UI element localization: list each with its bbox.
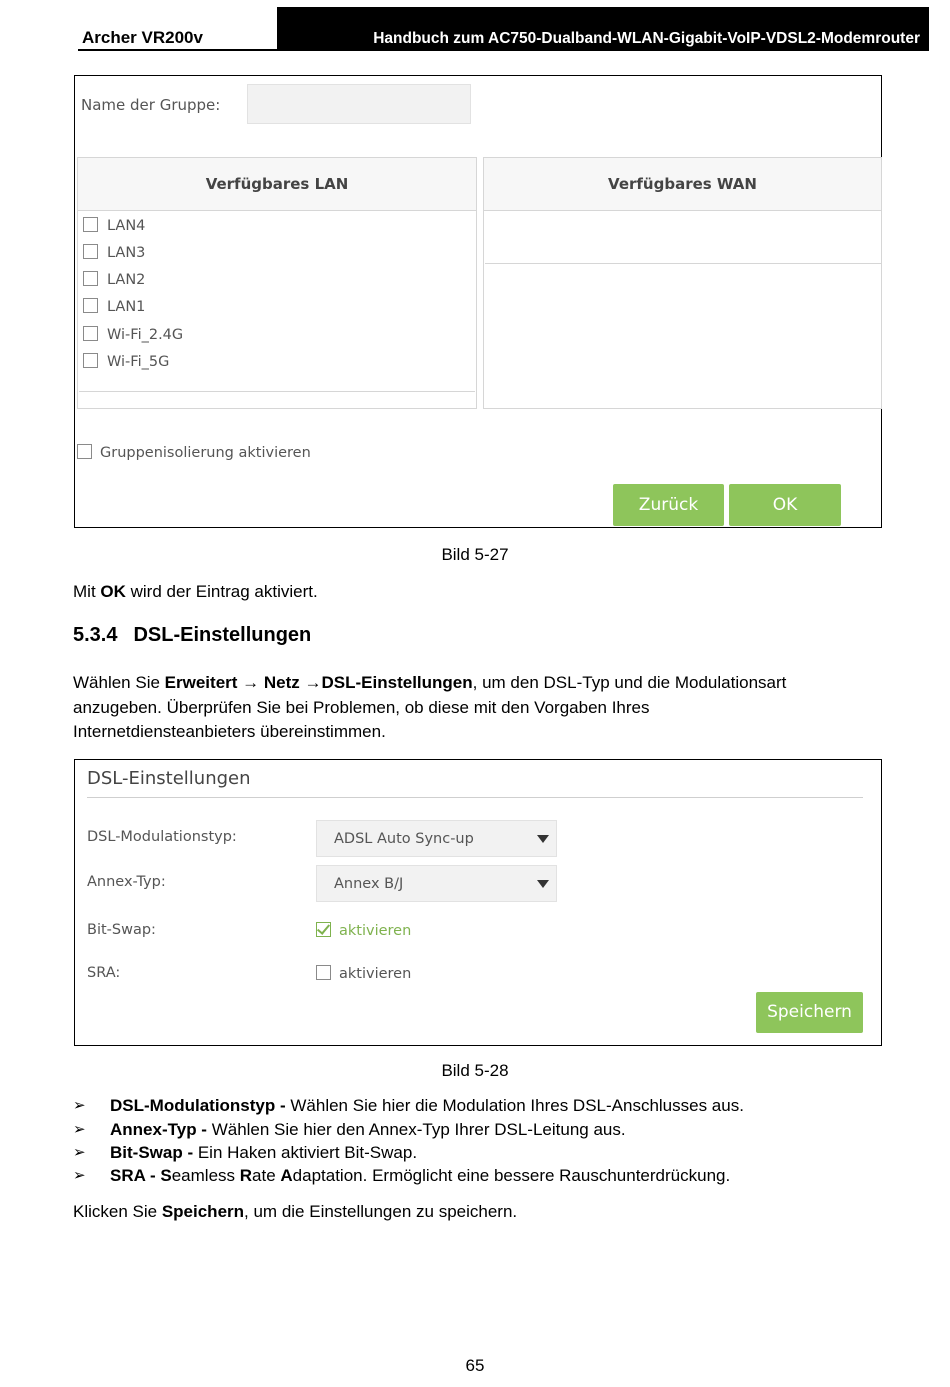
figure-caption-5-27: Bild 5-27: [441, 545, 509, 564]
modulation-label: DSL-Modulationstyp:: [87, 829, 237, 845]
lan-item[interactable]: LAN1: [83, 298, 145, 318]
lan-panel-title: Verfügbares LAN: [78, 158, 476, 211]
annex-value: Annex B/J: [334, 876, 404, 892]
section-title: DSL-Einstellungen: [133, 624, 312, 646]
header-title-bar: [277, 7, 929, 51]
closing-paragraph: Klicken Sie Speichern, um die Einstellungen zu speichern.: [73, 1202, 518, 1221]
sra-checkbox[interactable]: aktivieren: [316, 965, 411, 982]
header-rule: [78, 49, 278, 51]
figure-caption-5-28: Bild 5-28: [441, 1061, 509, 1080]
checkbox-icon[interactable]: [83, 271, 98, 286]
intro-line-1: Wählen Sie Erweitert → Netz →DSL-Einstellungen, um den DSL-Typ und die Modulationsart: [73, 673, 787, 692]
checkbox-icon[interactable]: [83, 298, 98, 313]
intro-line-2: anzugeben. Überprüfen Sie bei Problemen, ob diese mit den Vorgaben Ihres: [73, 697, 650, 717]
page-number: 65: [465, 1356, 485, 1375]
ok-button[interactable]: OK: [729, 484, 841, 526]
lan-list: [79, 210, 475, 392]
bullet-arrow-icon: ➢: [73, 1097, 86, 1114]
annex-label: Annex-Typ:: [87, 874, 166, 890]
checkbox-icon[interactable]: [83, 217, 98, 232]
lan-item[interactable]: LAN2: [83, 271, 145, 291]
checkbox-icon[interactable]: [316, 965, 331, 980]
intro-line-3: Internetdiensteanbieters übereinstimmen.: [73, 722, 386, 741]
lan-panel: [77, 157, 477, 409]
lan-item[interactable]: Wi-Fi_5G: [83, 353, 169, 373]
title-divider: [87, 797, 863, 798]
bitswap-label: Bit-Swap:: [87, 922, 156, 938]
group-isolation-checkbox[interactable]: Gruppenisolierung aktivieren: [77, 444, 311, 461]
section-heading: [73, 624, 311, 647]
intro-paragraph: [73, 671, 873, 745]
save-button[interactable]: Speichern: [756, 992, 863, 1033]
checkbox-icon[interactable]: [83, 353, 98, 368]
bullet-item: ➢ Annex-Typ - Wählen Sie hier den Annex-Typ Ihrer DSL-Leitung aus.: [73, 1120, 626, 1139]
bullet-arrow-icon: ➢: [73, 1144, 86, 1161]
lan-item[interactable]: Wi-Fi_2.4G: [83, 326, 183, 346]
dropdown-arrow-icon[interactable]: [537, 880, 549, 888]
wan-list: [485, 210, 881, 264]
modulation-value: ADSL Auto Sync-up: [334, 831, 474, 847]
bullet-item: ➢ DSL-Modulationstyp - Wählen Sie hier die Modulation Ihres DSL-Anschlusses aus.: [73, 1096, 744, 1115]
bullet-arrow-icon: ➢: [73, 1167, 86, 1184]
checkbox-icon[interactable]: [83, 244, 98, 259]
back-button[interactable]: Zurück: [613, 484, 724, 526]
ok-note: Mit OK wird der Eintrag aktiviert.: [73, 582, 318, 601]
lan-item[interactable]: LAN4: [83, 217, 145, 237]
dsl-settings-title: DSL-Einstellungen: [87, 768, 251, 789]
group-name-input[interactable]: [247, 84, 471, 124]
section-number: 5.3.4: [73, 624, 118, 646]
header-manual-title: Handbuch zum AC750-Dualband-WLAN-Gigabit-VoIP-VDSL2-Modemrouter: [373, 30, 920, 47]
checkbox-icon[interactable]: [77, 444, 92, 459]
lan-item[interactable]: LAN3: [83, 244, 145, 264]
checkbox-checked-icon[interactable]: [316, 922, 331, 937]
dropdown-arrow-icon[interactable]: [537, 835, 549, 843]
annex-select[interactable]: [316, 865, 557, 902]
wan-panel: [483, 157, 882, 409]
wan-panel-title: Verfügbares WAN: [484, 158, 881, 211]
checkbox-icon[interactable]: [83, 326, 98, 341]
figure-group-settings: [74, 75, 882, 528]
group-name-label: Name der Gruppe:: [81, 96, 221, 114]
bullet-arrow-icon: ➢: [73, 1121, 86, 1138]
modulation-select[interactable]: [316, 820, 557, 857]
bitswap-checkbox[interactable]: aktivieren: [316, 922, 411, 939]
bullet-item: ➢ Bit-Swap - Ein Haken aktiviert Bit-Swap.: [73, 1143, 418, 1162]
sra-label: SRA:: [87, 965, 121, 981]
header-model: Archer VR200v: [82, 28, 203, 47]
bullet-item-sra: ➢ SRA - Seamless Rate Adaptation. Ermöglicht eine bessere Rauschunterdrückung.: [73, 1166, 731, 1185]
figure-dsl-settings: [74, 759, 882, 1046]
